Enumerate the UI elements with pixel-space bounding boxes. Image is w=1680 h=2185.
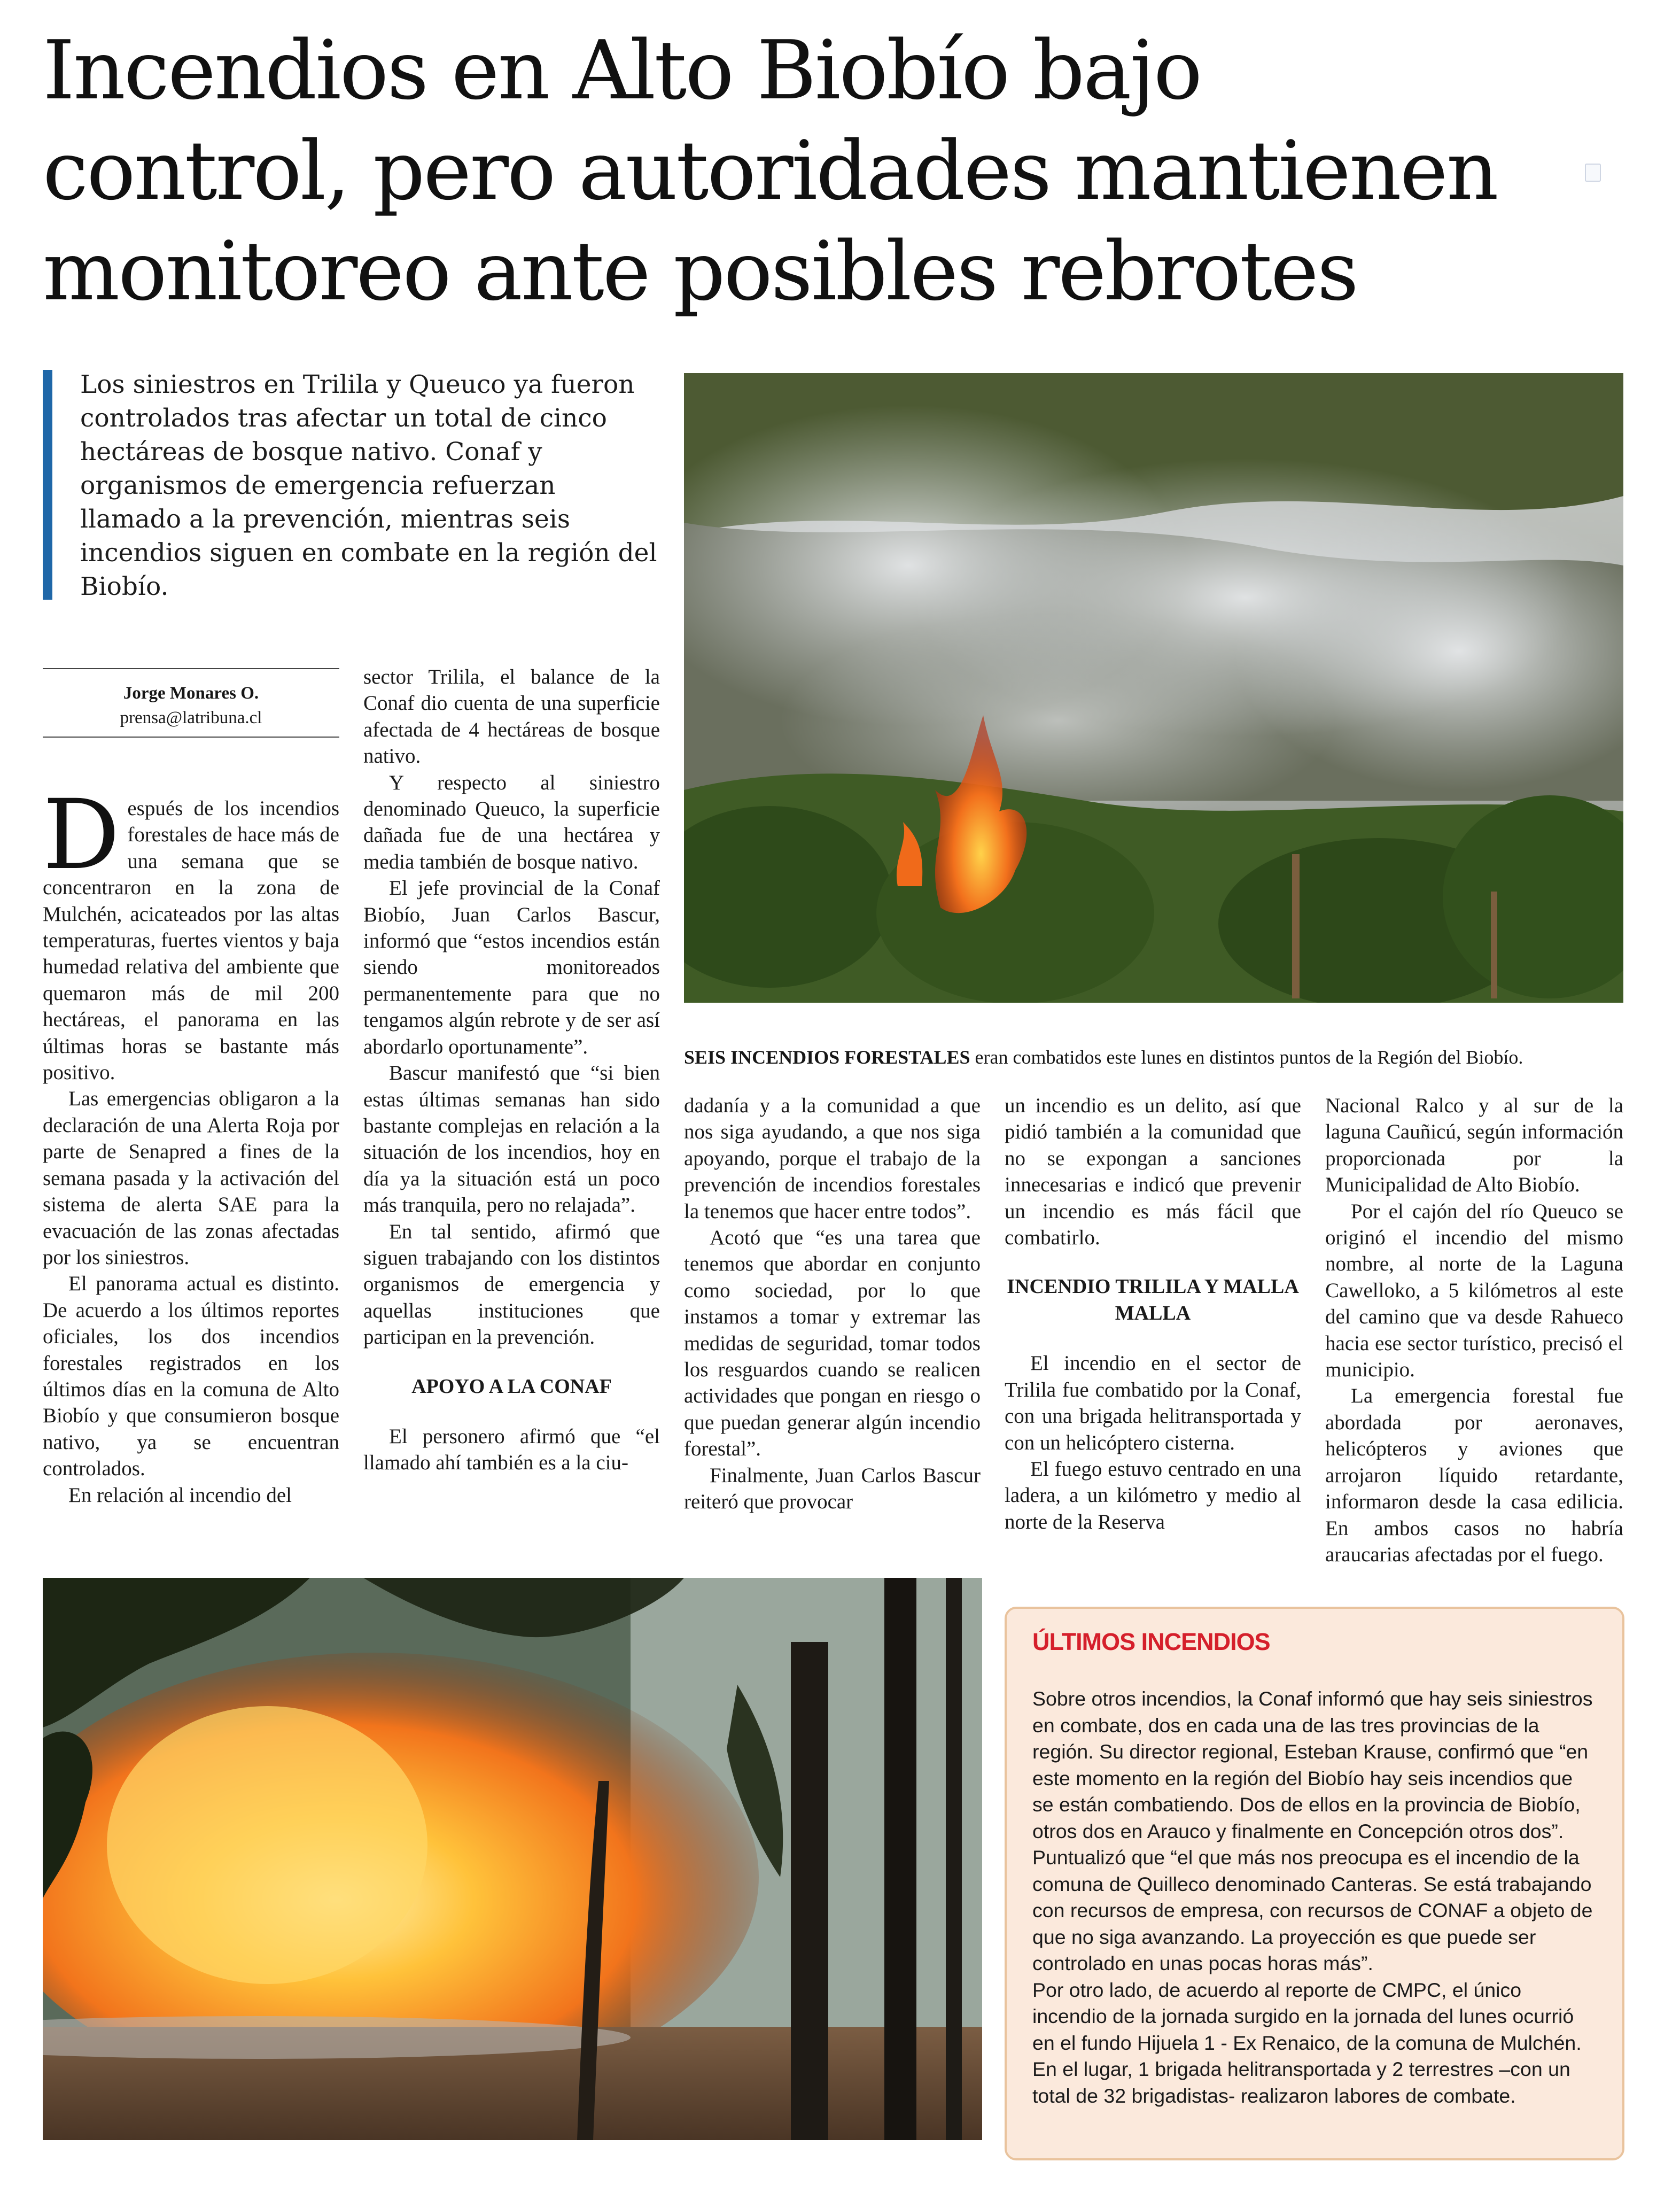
paragraph: El panorama actual es distinto. De acuerdo a los últimos reportes oficiales, los dos incendios forestales registrados en los últimos días en la comuna de Alto Biobío y que consumieron bosque nativo, ya se encuentran controlados.: [43, 1272, 339, 1481]
article-column-2: [363, 664, 660, 1476]
page-corner-icon: [1585, 164, 1601, 182]
subhead-apoyo: APOYO A LA CONAF: [411, 1375, 612, 1398]
paragraph: Por el cajón del río Queuco se originó el incendio del mismo nombre, al norte de la Laguna Cawelloko, a 5 kilómetros al este del camino que va desde Rahueco hacia ese sector turístico, precisó el municipio.: [1325, 1199, 1623, 1382]
bottom-photo: [43, 1578, 982, 2140]
paragraph: Por otro lado, de acuerdo al reporte de CMPC, el único incendio de la jornada surgido en la jornada del lunes ocurrió en el fundo Hijuela 1 - Ex Renaico, de la comuna de Mulchén.: [1032, 1978, 1582, 2054]
byline: [43, 681, 339, 730]
headline-line-2: control, pero autoridades mantienen: [43, 123, 1497, 218]
article-column-4: [1005, 1092, 1301, 1535]
caption-text: eran combatidos este lunes en distintos puntos de la Región del Biobío.: [970, 1047, 1523, 1068]
byline-top-rule: [43, 668, 339, 669]
pine-forest-fire-image: [43, 1578, 982, 2140]
paragraph: La emergencia forestal fue abordada por aeronaves, helicópteros y aviones que arrojaron líquido retardante, informaron desde la casa edilicia. En ambos casos no habría araucarias afectadas por el fuego.: [1325, 1384, 1623, 1566]
paragraph: El jefe provincial de la Conaf Biobío, Juan Carlos Bascur, informó que “estos incendios están siendo monitoreados permanentemente para que no tengamos algún rebrote y de ser así abordarlo oportunamente”.: [363, 877, 660, 1058]
paragraph: Bascur manifestó que “si bien estas últimas semanas han sido bastante complejas en relación a la situación de los incendios, hoy en día ya la situación está un poco más tranquila, pero no relajada”.: [363, 1061, 660, 1217]
author-name: Jorge Monares O.: [123, 684, 259, 703]
paragraph: Acotó que “es una tarea que tenemos que abordar en conjunto como sociedad, por lo que instamos a tomar y extremar las medidas de seguridad, tomar todos los resguardos cuando se realicen actividades que pongan en riesgo o que puedan generar algún incendio forestal”.: [684, 1226, 981, 1461]
article-column-1: [43, 779, 339, 1508]
paragraph: En el lugar, 1 brigada helitransportada y 2 terrestres –con un total de 32 brigadistas- realizaron labores de combate.: [1032, 2058, 1570, 2107]
paragraph: El personero afirmó que “el llamado ahí también es a la ciu-: [363, 1424, 660, 1474]
subhead-trilila: INCENDIO TRILILA Y MALLA MALLA: [1007, 1275, 1299, 1325]
headline: [43, 20, 1582, 322]
paragraph: En tal sentido, afirmó que siguen trabajando con los distintos organismos de emergencia y aquellas instituciones que participan en la prevención.: [363, 1220, 660, 1349]
author-email[interactable]: prensa@latribuna.cl: [120, 708, 262, 727]
lead-accent-bar: [43, 370, 52, 600]
article-column-5: [1325, 1092, 1623, 1568]
caption-lead: SEIS INCENDIOS FORESTALES: [684, 1047, 970, 1068]
forest-fire-hillside-image: [684, 373, 1623, 1003]
sidebar-box: [1005, 1607, 1624, 2160]
top-photo: [684, 373, 1623, 1003]
paragraph: Y respecto al siniestro denominado Queuco, la superficie dañada fue de una hectárea y media también de bosque nativo.: [363, 771, 660, 873]
lead-paragraph: Los siniestros en Trilila y Queuco ya fueron controlados tras afectar un total de cinco hectáreas de bosque nativo. Conaf y organismos de emergencia refuerzan llamado a la prevención, mientras seis incendios siguen en combate en la región del Biobío.: [80, 370, 657, 601]
headline-line-3: monitoreo ante posibles rebrotes: [43, 224, 1357, 319]
paragraph: Nacional Ralco y al sur de la laguna Cauñicú, según información proporcionada por la Municipalidad de Alto Biobío.: [1325, 1094, 1623, 1197]
paragraph: dadanía y a la comunidad a que nos siga ayudando, a que nos siga apoyando, porque el trabajo de la prevención de incendios forestales la tenemos que hacer entre todos”.: [684, 1094, 981, 1223]
paragraph: En relación al incendio del: [68, 1483, 292, 1507]
dropcap: D: [43, 779, 120, 891]
paragraph: El incendio en el sector de Trilila fue combatido por la Conaf, con una brigada helitransportada y con un helicóptero cisterna.: [1005, 1352, 1301, 1454]
sidebar-body: [1032, 1686, 1598, 2109]
paragraph: Las emergencias obligaron a la declaración de una Alerta Roja por parte de Senapred a fines de la semana pasada y la activación del sistema de alerta SAE para la evacuación de las zonas afectadas por los siniestros.: [43, 1087, 339, 1269]
paragraph: Puntualizó que “el que más nos preocupa es el incendio de la comuna de Quilleco denominado Canteras. Se está trabajando con recursos de empresa, con recursos de CONAF a objeto de que no siga avanzando. La proyección es que puede ser controlado en unas pocas horas más”.: [1032, 1846, 1593, 1974]
paragraph: un incendio es un delito, así que pidió también a la comunidad que no se expongan a sanciones innecesarias e indicó que prevenir un incendio es más fácil que combatirlo.: [1005, 1094, 1301, 1250]
paragraph: Después de los incendios forestales de hace más de una semana que se concentraron en la zona de Mulchén, acicateados por las altas temperaturas, fuertes vientos y baja humedad relativa del ambiente que quemaron más de mil 200 hectáreas, el panorama en las últimas horas se bastante más positivo.: [43, 779, 339, 1084]
paragraph: Finalmente, Juan Carlos Bascur reiteró que provocar: [684, 1463, 981, 1514]
paragraph: sector Trilila, el balance de la Conaf dio cuenta de una superficie afectada de 4 hectáreas de bosque nativo.: [363, 665, 660, 768]
paragraph: El fuego estuvo centrado en una ladera, a un kilómetro y medio al norte de la Reserva: [1005, 1458, 1301, 1533]
photo-caption: [684, 1044, 1624, 1070]
article-column-3: [684, 1092, 981, 1515]
byline-bottom-rule: [43, 737, 339, 738]
headline-line-1: Incendios en Alto Biobío bajo: [43, 23, 1201, 118]
sidebar-title: ÚLTIMOS INCENDIOS: [1032, 1628, 1270, 1655]
paragraph: Sobre otros incendios, la Conaf informó que hay seis siniestros en combate, dos en cada una de las tres provincias de la región. Su director regional, Esteban Krause, confirmó que “en este momento en la región del Biobío hay seis incendios que se están combatiendo. Dos de ellos en la provincia de Biobío, otros dos en Arauco y finalmente en Concepción otros dos”.: [1032, 1687, 1593, 1842]
